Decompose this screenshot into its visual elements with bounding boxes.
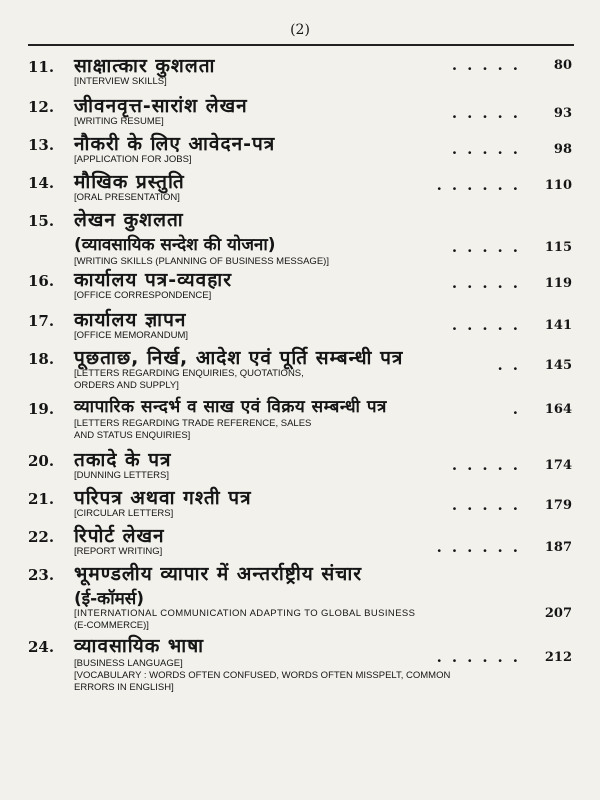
entry-title-english: [ORAL PRESENTATION] [74, 192, 180, 203]
toc-entry-23 [0, 560, 600, 631]
entry-page: 80 [553, 58, 572, 73]
page-number: (2) [290, 22, 310, 38]
leader-dots: ..... [451, 104, 528, 122]
entry-number: 16. [28, 272, 55, 290]
toc-entry-18 [0, 344, 600, 394]
entry-page: 93 [553, 106, 572, 121]
entry-title-english-line2: (E-COMMERCE)] [74, 620, 149, 631]
entry-number: 21. [28, 490, 55, 508]
leader-dots: ..... [451, 456, 528, 474]
toc-entry-19 [0, 394, 600, 444]
entry-number: 11. [28, 58, 55, 76]
entry-page: 145 [544, 358, 572, 373]
leader-dots: ...... [436, 648, 528, 666]
entry-page: 207 [544, 606, 572, 621]
entry-title-english: [LETTERS REGARDING ENQUIRIES, QUOTATIONS, [74, 368, 304, 379]
leader-dots: . [512, 400, 528, 418]
entry-title-hindi: व्यापारिक सन्दर्भ व साख एवं विक्रय सम्बन्धी पत्र [74, 397, 387, 417]
entry-page: 115 [544, 240, 572, 255]
entry-title-hindi: तकादे के पत्र [74, 449, 172, 471]
entry-page: 179 [544, 498, 572, 513]
leader-dots: ...... [436, 538, 528, 556]
entry-title-english-line2: [VOCABULARY : WORDS OFTEN CONFUSED, WORDS OFTEN MISSPELT, COMMON [74, 670, 451, 681]
leader-dots: .. [497, 356, 528, 374]
entry-title-hindi: लेखन कुशलता [74, 209, 184, 231]
entry-title-english: [WRITING RESUME] [74, 116, 164, 127]
entry-title-hindi-line2: (व्यावसायिक सन्देश की योजना) [74, 235, 276, 255]
entry-title-english: [OFFICE CORRESPONDENCE] [74, 290, 212, 301]
entry-title-hindi: रिपोर्ट लेखन [74, 525, 165, 547]
entry-title-english-line2: ORDERS AND SUPPLY] [74, 380, 179, 391]
entry-title-hindi: कार्यालय पत्र-व्यवहार [74, 269, 232, 291]
entry-page: 141 [544, 318, 572, 333]
leader-dots: ..... [451, 140, 528, 158]
entry-title-english: [DUNNING LETTERS] [74, 470, 170, 481]
entry-title-english-line3: ERRORS IN ENGLISH] [74, 682, 174, 693]
leader-dots: ..... [451, 496, 528, 514]
toc-entry-24 [0, 632, 600, 693]
entry-title-english: [LETTERS REGARDING TRADE REFERENCE, SALES [74, 418, 312, 429]
entry-title-hindi: पूछताछ, निर्ख, आदेश एवं पूर्ति सम्बन्धी पत्र [74, 347, 404, 369]
entry-page: 110 [544, 178, 572, 193]
entry-number: 19. [28, 400, 55, 418]
leader-dots: ..... [451, 56, 528, 74]
entry-title-english: [INTERNATIONAL COMMUNICATION ADAPTING TO GLOBAL BUSINESS [74, 608, 416, 619]
entry-title-english: [INTERVIEW SKILLS] [74, 76, 167, 87]
entry-title-english: [WRITING SKILLS (PLANNING OF BUSINESS MESSAGE)] [74, 256, 329, 267]
entry-page: 174 [544, 458, 572, 473]
entry-page: 119 [544, 276, 572, 291]
entry-title-english: [APPLICATION FOR JOBS] [74, 154, 192, 165]
entry-title-hindi: साक्षात्कार कुशलता [74, 55, 216, 77]
entry-number: 22. [28, 528, 55, 546]
entry-title-hindi-line2: (ई-कॉमर्स) [74, 589, 145, 609]
entry-page: 212 [544, 650, 572, 665]
entry-title-english: [OFFICE MEMORANDUM] [74, 330, 188, 341]
entry-title-english: [REPORT WRITING] [74, 546, 163, 557]
entry-title-hindi: परिपत्र अथवा गश्ती पत्र [74, 487, 252, 509]
entry-title-english: [BUSINESS LANGUAGE] [74, 658, 183, 669]
leader-dots: ..... [451, 316, 528, 334]
toc-entry-15 [0, 206, 600, 267]
entry-number: 18. [28, 350, 55, 368]
entry-number: 14. [28, 174, 55, 192]
entry-number: 24. [28, 638, 55, 656]
entry-number: 20. [28, 452, 55, 470]
entry-title-hindi: जीवनवृत्त-सारांश लेखन [74, 95, 248, 117]
leader-dots: ...... [436, 176, 528, 194]
entry-number: 12. [28, 98, 55, 116]
entry-title-hindi: व्यावसायिक भाषा [74, 635, 205, 657]
leader-dots: ..... [451, 238, 528, 256]
entry-title-hindi: भूमण्डलीय व्यापार में अन्तर्राष्ट्रीय संचार [74, 563, 363, 585]
leader-dots: ..... [451, 274, 528, 292]
entry-number: 23. [28, 566, 55, 584]
entry-title-english-line2: AND STATUS ENQUIRIES] [74, 430, 191, 441]
entry-page: 98 [553, 142, 572, 157]
entry-title-hindi: कार्यालय ज्ञापन [74, 309, 187, 331]
entry-title-hindi: मौखिक प्रस्तुति [74, 171, 185, 193]
entry-number: 13. [28, 136, 55, 154]
entry-page: 164 [544, 402, 572, 417]
entry-title-english: [CIRCULAR LETTERS] [74, 508, 174, 519]
header-rule [28, 44, 574, 46]
entry-title-hindi: नौकरी के लिए आवेदन-पत्र [74, 133, 276, 155]
entry-page: 187 [544, 540, 572, 555]
entry-number: 17. [28, 312, 55, 330]
entry-number: 15. [28, 212, 55, 230]
